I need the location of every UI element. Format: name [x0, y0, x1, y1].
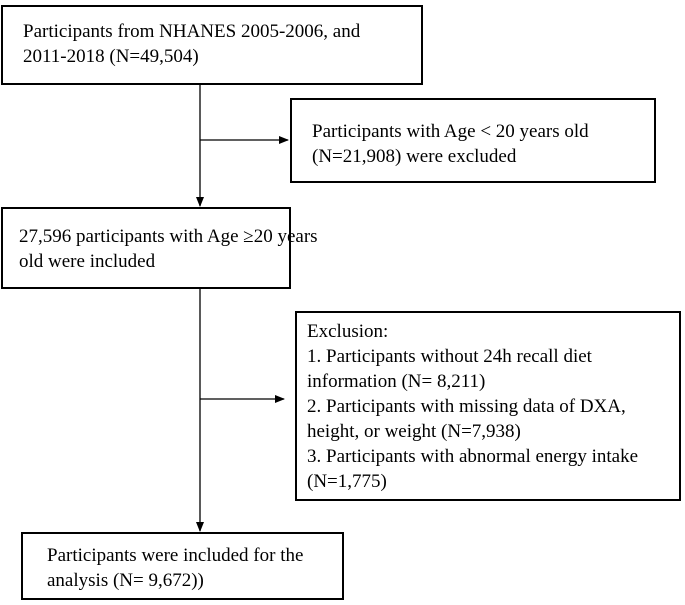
- exclusion-criteria-box: [295, 311, 681, 501]
- box-text-line: 2011-2018 (N=49,504): [23, 46, 199, 67]
- box-text-line: height, or weight (N=7,938): [307, 421, 521, 442]
- box-text-line: 27,596 participants with Age ≥20 years: [19, 226, 318, 247]
- box-text-line: old were included: [19, 251, 156, 272]
- adults-included-box: [1, 207, 318, 289]
- final-analysis-box: [21, 532, 344, 600]
- box-text-line: 3. Participants with abnormal energy intake: [307, 446, 639, 467]
- box-text-line: information (N= 8,211): [307, 371, 486, 392]
- box-text-line: (N=21,908) were excluded: [312, 146, 517, 167]
- age-exclusion-box: [290, 98, 656, 183]
- box-text-line: Participants from NHANES 2005-2006, and: [23, 21, 361, 42]
- box-text-line: Participants with Age < 20 years old: [312, 121, 589, 142]
- source-participants-box: [1, 5, 423, 85]
- box-text-line: Participants were included for the: [47, 545, 304, 566]
- box-text-line: 1. Participants without 24h recall diet: [307, 346, 592, 367]
- box-text-line: (N=1,775): [307, 471, 387, 492]
- box-text-line: analysis (N= 9,672)): [47, 570, 204, 591]
- box-text-line: Exclusion:: [307, 321, 389, 342]
- box-text-line: 2. Participants with missing data of DXA,: [307, 396, 626, 417]
